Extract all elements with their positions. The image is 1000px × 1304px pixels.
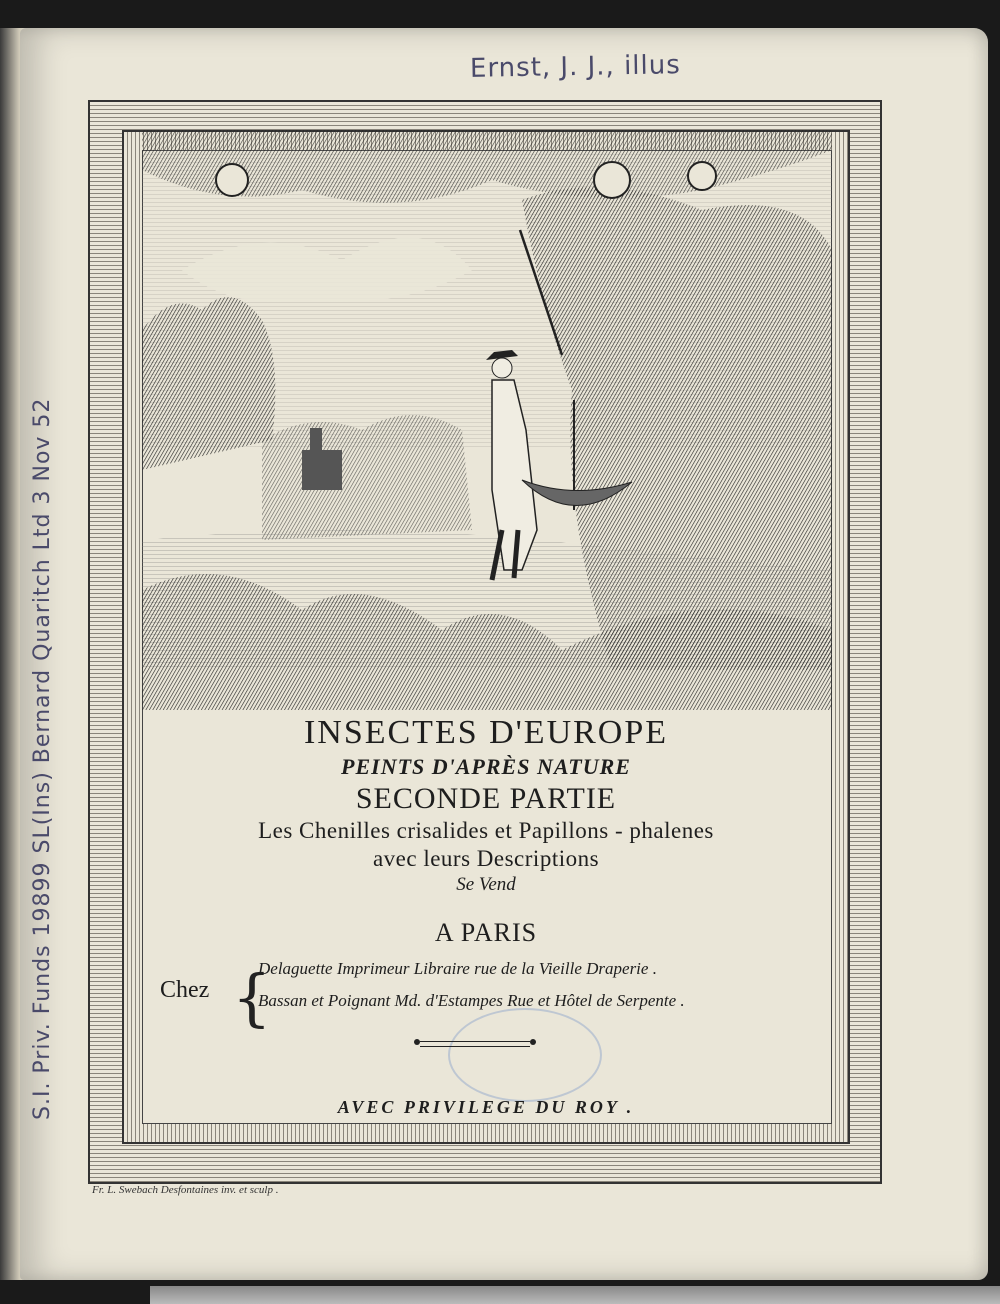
distant-trees [262, 415, 472, 540]
publisher-address-2: Bassan et Poignant Md. d'Estampes Rue et Hôtel de Serpente . [258, 991, 685, 1010]
garland-rose [594, 162, 630, 198]
publisher-address-1: Delaguette Imprimeur Libraire rue de la Vieille Draperie . [258, 959, 657, 978]
plate-title: INSECTES D'EUROPE [303, 714, 669, 751]
handwritten-top-note: Ernst, J. J., illus [469, 50, 682, 84]
brace-icon: { [232, 961, 272, 1034]
engraved-landscape-illustration [142, 110, 832, 710]
plate-sold: Se Vend [456, 874, 516, 895]
castle-tower [310, 428, 322, 454]
library-stamp-icon [448, 1008, 602, 1102]
garland-rose [688, 162, 716, 190]
plate-subtitle: PEINTS D'APRÈS NATURE [341, 754, 631, 779]
plate-description-1: Les Chenilles crisalides et Papillons - phalenes [258, 818, 714, 843]
title-block [142, 700, 830, 948]
plate-description-2: avec leurs Descriptions [372, 846, 600, 871]
handwritten-margin-note: S.I. Priv. Funds 19899 SL(Ins) Bernard Quaritch Ltd 3 Nov 52 [30, 397, 55, 1120]
castle [302, 450, 342, 490]
garland-rose [216, 164, 248, 196]
engraver-credit: Fr. L. Swebach Desfontaines inv. et sculp . [92, 1184, 279, 1196]
plate-part: SECONDE PARTIE [355, 782, 617, 815]
plate-city: A PARIS [434, 918, 538, 947]
color-calibration-strip [150, 1286, 1000, 1304]
chez-label: Chez [160, 977, 210, 1003]
ornamental-rule [420, 1041, 530, 1047]
privilege-line: AVEC PRIVILEGE DU ROY . [337, 1097, 635, 1117]
